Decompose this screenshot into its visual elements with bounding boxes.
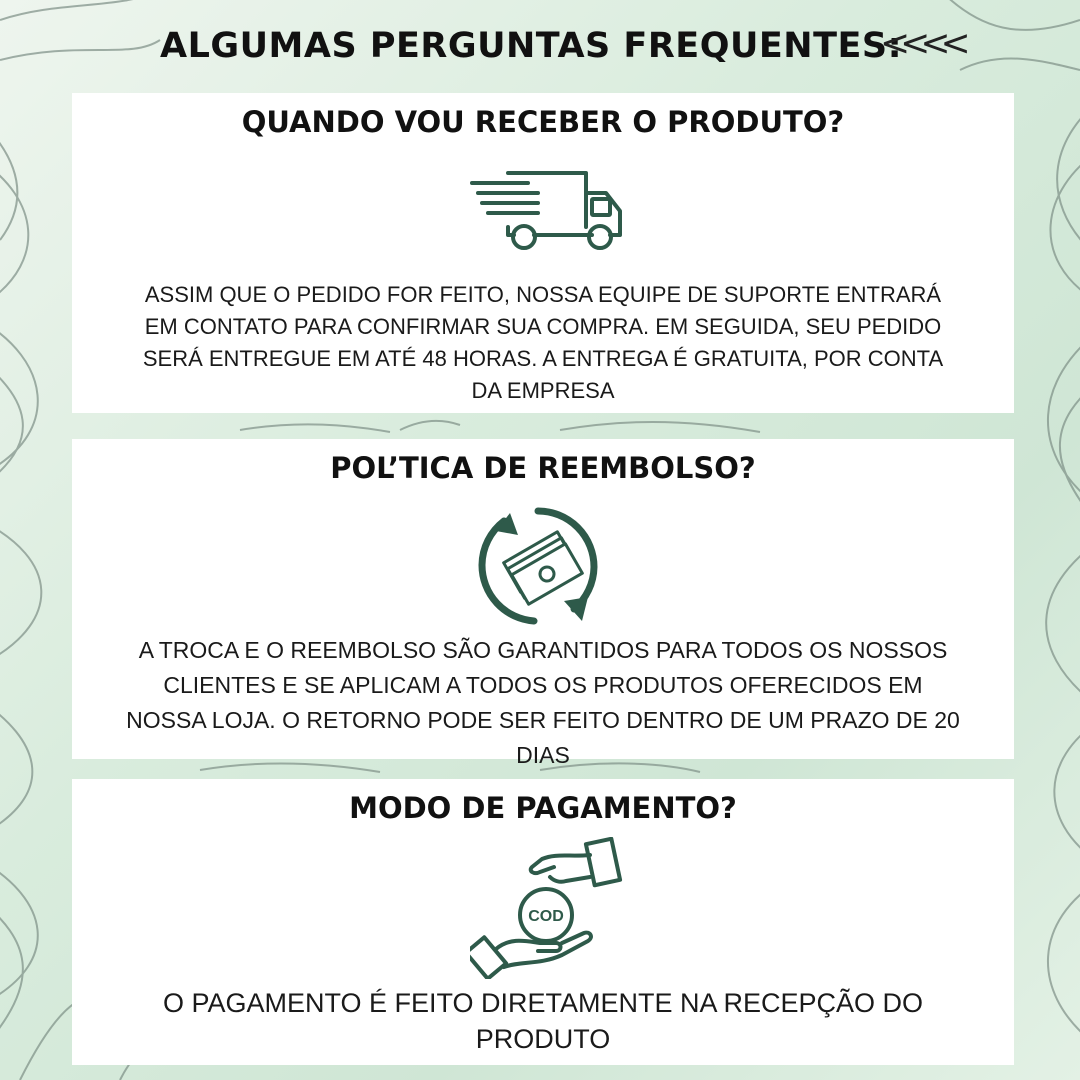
delivery-truck-icon bbox=[468, 165, 628, 255]
cash-on-delivery-icon bbox=[470, 837, 624, 979]
faq-answer: O PAGAMENTO É FEITO DIRETAMENTE NA RECEPÇÃO DO PRODUTO bbox=[162, 988, 924, 1054]
chevrons-left-icon: <<<< bbox=[880, 23, 961, 64]
faq-card-delivery bbox=[72, 93, 1014, 413]
faq-answer: A TROCA E O REEMBOLSO SÃO GARANTIDOS PARA TODOS OS NOSSOS CLIENTES E SE APLICAM A TODOS OS PRODUTOS OFERECIDOS EM NOSSA LOJA. O RETORNO PODE SER FEITO DENTRO DE UM PRAZO DE 20 DIAS bbox=[126, 637, 960, 768]
money-refund-icon bbox=[478, 505, 608, 625]
faq-card-payment bbox=[72, 779, 1014, 1065]
faq-question: POL’TICA DE REEMBOLSO? bbox=[330, 451, 756, 485]
faq-card-refund bbox=[72, 439, 1014, 768]
page-title: ALGUMAS PERGUNTAS FREQUENTES: bbox=[160, 26, 903, 66]
faq-question: QUANDO VOU RECEBER O PRODUTO? bbox=[241, 105, 845, 139]
faq-question: MODO DE PAGAMENTO? bbox=[349, 791, 737, 825]
cod-label: COD bbox=[528, 908, 564, 925]
faq-answer: ASSIM QUE O PEDIDO FOR FEITO, NOSSA EQUIPE DE SUPORTE ENTRARÁ EM CONTATO PARA CONFIRMAR SUA COMPRA. EM SEGUIDA, SEU PEDIDO SERÁ ENTREGUE EM ATÉ 48 HORAS. A ENTREGA É GRATUITA, POR CONTA DA EMPRESA bbox=[142, 282, 944, 403]
